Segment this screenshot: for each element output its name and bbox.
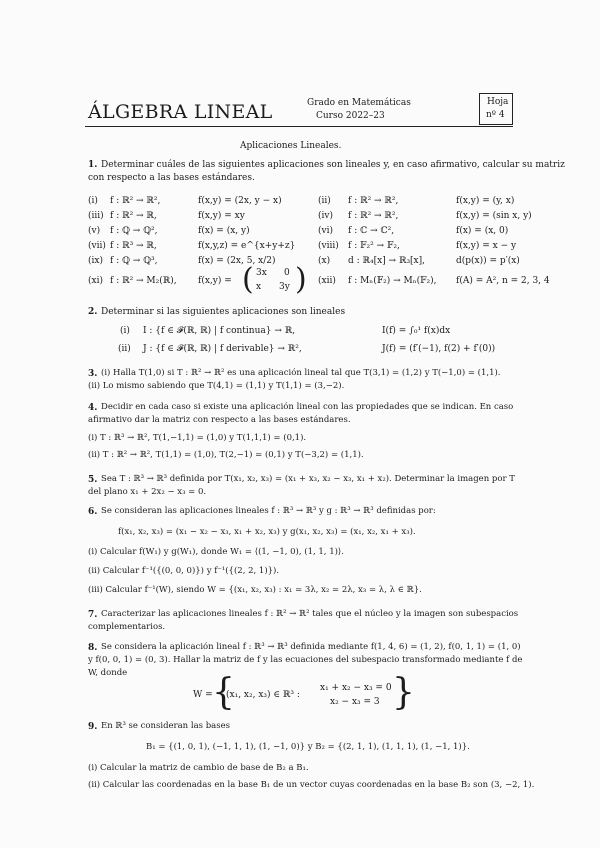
exercise-9-part-i: (i) Calcular la matriz de cambio de base de B₂ a B₁. [88, 763, 309, 773]
item-label: (x) [318, 256, 331, 266]
exercise-3-number: 3. [88, 369, 98, 379]
item-definition: f(A) = A², n = 2, 3, 4 [456, 276, 550, 286]
item-definition: f(x) = (x, y) [198, 226, 250, 236]
item-domain: f : Mₙ(𝔽₂) → Mₙ(𝔽₂), [348, 276, 437, 286]
exercise-1-text-line2: con respecto a las bases estándares. [88, 173, 255, 183]
exercise-9-number: 9. [88, 722, 98, 732]
item-definition-lead: f(x,y) = [198, 276, 232, 286]
matrix-right-paren: ) [295, 262, 307, 297]
sheet-label: Hoja [487, 97, 509, 107]
exercise-8-text-line2: y f(0, 0, 1) = (0, 3). Hallar la matriz de f y las ecuaciones del subespacio transformado mediante f de [88, 655, 523, 665]
item-domain: f : ℚ → ℚ², [110, 226, 158, 236]
matrix-entry: 0 [284, 268, 290, 278]
exercise-8-text-line3: W, donde [88, 668, 128, 678]
item-label: (vi) [318, 226, 333, 236]
exercise-4-part-i: (i) T : ℝ³ → ℝ², T(1,−1,1) = (1,0) y T(1,1,1) = (0,1). [88, 433, 307, 443]
exercise-6-number: 6. [88, 507, 98, 517]
item-label: (vii) [88, 241, 106, 251]
exercise-6-part-i: (i) Calcular f(W₁) y g(W₁), donde W₁ = ⟨(1, −1, 0), (1, 1, 1)⟩. [88, 547, 344, 557]
item-domain: f : ℝ² → ℝ², [348, 196, 399, 206]
item-domain: f : 𝔽₂² → 𝔽₂, [348, 241, 400, 251]
item-label: (ii) [318, 196, 331, 206]
matrix-entry: 3x [256, 268, 267, 278]
matrix-entry: x [256, 282, 262, 292]
exercise-2-item-domain: I : {f ∈ 𝓕(ℝ, ℝ) | f continua} → ℝ, [143, 326, 296, 336]
exercise-9-text: En ℝ³ se consideran las bases [101, 721, 230, 731]
subspace-equation-1: x₁ + x₂ − x₃ = 0 [320, 683, 392, 693]
matrix-left-paren: ( [242, 262, 254, 297]
sheet-number-box [479, 93, 513, 125]
exercise-6-formula: f(x₁, x₂, x₃) = (x₁ − x₂ − x₃, x₁ + x₂, x₃) y g(x₁, x₂, x₃) = (x₁, x₂, x₁ + x₃). [118, 527, 416, 537]
item-domain: f : ℝ² → ℝ², [348, 211, 399, 221]
section-title: Aplicaciones Lineales. [240, 141, 342, 151]
set-left-brace: { [212, 672, 235, 713]
item-definition: f(x) = (x, 0) [456, 226, 509, 236]
exercise-4-part-ii: (ii) T : ℝ² → ℝ², T(1,1) = (1,0), T(2,−1) = (0,1) y T(−3,2) = (1,1). [88, 450, 364, 460]
exercise-7-text-line1: Caracterizar las aplicaciones lineales f : ℝ² → ℝ² tales que el núcleo y la imagen son subespacios [101, 609, 519, 619]
item-label: (i) [88, 196, 98, 206]
exercise-5-number: 5. [88, 475, 98, 485]
item-label: (xi) [88, 276, 103, 286]
item-definition: f(x,y) = xy [198, 211, 245, 221]
exercise-4-text-line1: Decidir en cada caso si existe una aplicación lineal con las propiedades que se indican. En caso [101, 402, 514, 412]
exercise-2-item-definition: I(f) = ∫₀¹ f(x)dx [382, 326, 451, 336]
exercise-6-text: Se consideran las aplicaciones lineales f : ℝ³ → ℝ³ y g : ℝ³ → ℝ³ definidas por: [101, 506, 436, 516]
item-label: (v) [88, 226, 101, 236]
exercise-2-item-label: (i) [120, 326, 130, 336]
exercise-2-item-domain: J : {f ∈ 𝓕(ℝ, ℝ) | f derivable} → ℝ², [143, 344, 302, 354]
academic-year: Curso 2022–23 [316, 111, 385, 121]
exercise-2-item-label: (ii) [118, 344, 131, 354]
exercise-5-text-line1: Sea T : ℝ³ → ℝ³ definida por T(x₁, x₂, x₃) = (x₁ + x₃, x₂ − x₃, x₁ + x₂). Determinar la imagen por T [101, 474, 515, 484]
item-domain: f : ℝ² → M₂(ℝ), [110, 276, 177, 286]
item-definition: f(x,y) = (y, x) [456, 196, 515, 206]
exercise-6-part-ii: (ii) Calcular f⁻¹({(0, 0, 0)}) y f⁻¹({(2, 2, 1)}). [88, 566, 280, 576]
course-title: ÁLGEBRA LINEAL [88, 101, 273, 123]
exercise-1-text-line1: Determinar cuáles de las siguientes aplicaciones son lineales y, en caso afirmativo, calcular su matriz [101, 160, 565, 170]
exercise-6-part-iii: (iii) Calcular f⁻¹(W), siendo W = {(x₁, x₂, x₃) : x₁ = 3λ, x₂ = 2λ, x₃ = λ, λ ∈ ℝ}. [88, 585, 422, 595]
item-domain: d : ℝ₄[x] → ℝ₃[x], [348, 256, 426, 266]
exercise-8-text-line1: Se considera la aplicación lineal f : ℝ³ → ℝ³ definida mediante f(1, 4, 6) = (1, 2), f(0, 1, 1) = (1, 0) [101, 642, 521, 652]
matrix-entry: 3y [279, 282, 290, 292]
exercise-2-item-definition: J(f) = (f′(−1), f(2) + f′(0)) [382, 344, 496, 354]
exercise-3-part-ii: (ii) Lo mismo sabiendo que T(4,1) = (1,1) y T(1,1) = (3,−2). [88, 381, 345, 391]
item-definition: f(x,y) = (2x, y − x) [198, 196, 282, 206]
exercise-2-text: Determinar si las siguientes aplicaciones son lineales [101, 307, 346, 317]
item-label: (ix) [88, 256, 103, 266]
exercise-4-text-line2: afirmativo dar la matriz con respecto a las bases estándares. [88, 415, 351, 425]
exercise-1-number: 1. [88, 160, 98, 170]
exercise-7-text-line2: complementarios. [88, 622, 166, 632]
degree-label: Grado en Matemáticas [307, 98, 411, 108]
item-domain: f : ℚ → ℚ³, [110, 256, 158, 266]
set-right-brace: } [392, 672, 415, 713]
exercise-5-text-line2: del plano x₁ + 2x₂ − x₃ = 0. [88, 487, 207, 497]
subspace-w-left: W = [193, 690, 213, 700]
subspace-equation-2: x₂ − x₃ = 3 [330, 697, 380, 707]
item-definition: f(x) = (2x, 5, x/2) [198, 256, 276, 266]
exercise-7-number: 7. [88, 610, 98, 620]
item-definition: f(x,y,z) = e^{x+y+z} [198, 241, 296, 251]
item-domain: f : ℝ² → ℝ², [110, 196, 161, 206]
item-label: (iv) [318, 211, 333, 221]
exercise-3-part-i: (i) Halla T(1,0) si T : ℝ² → ℝ² es una aplicación lineal tal que T(3,1) = (1,2) y T(−1,0) = (1,1). [101, 368, 501, 378]
item-definition: d(p(x)) = p′(x) [456, 256, 520, 266]
header-rule [85, 126, 513, 127]
item-definition: f(x,y) = x − y [456, 241, 517, 251]
exercise-9-part-ii: (ii) Calcular las coordenadas en la base B₁ de un vector cuyas coordenadas en la base B₂ son (3, −2, 1). [88, 780, 535, 790]
exercise-4-number: 4. [88, 403, 98, 413]
exercise-9-bases: B₁ = {(1, 0, 1), (−1, 1, 1), (1, −1, 0)} y B₂ = {(2, 1, 1), (1, 1, 1), (1, −1, 1)}. [146, 742, 470, 752]
item-domain: f : ℝ³ → ℝ, [110, 241, 157, 251]
sheet-number: nº 4 [486, 110, 505, 120]
item-domain: f : ℂ → ℂ², [348, 226, 395, 236]
exercise-8-number: 8. [88, 643, 98, 653]
exercise-2-number: 2. [88, 307, 98, 317]
item-label: (viii) [318, 241, 339, 251]
subspace-w-set: (x₁, x₂, x₃) ∈ ℝ³ : [226, 690, 300, 700]
item-label: (iii) [88, 211, 104, 221]
item-label: (xii) [318, 276, 336, 286]
item-domain: f : ℝ² → ℝ, [110, 211, 157, 221]
item-definition: f(x,y) = (sin x, y) [456, 211, 532, 221]
